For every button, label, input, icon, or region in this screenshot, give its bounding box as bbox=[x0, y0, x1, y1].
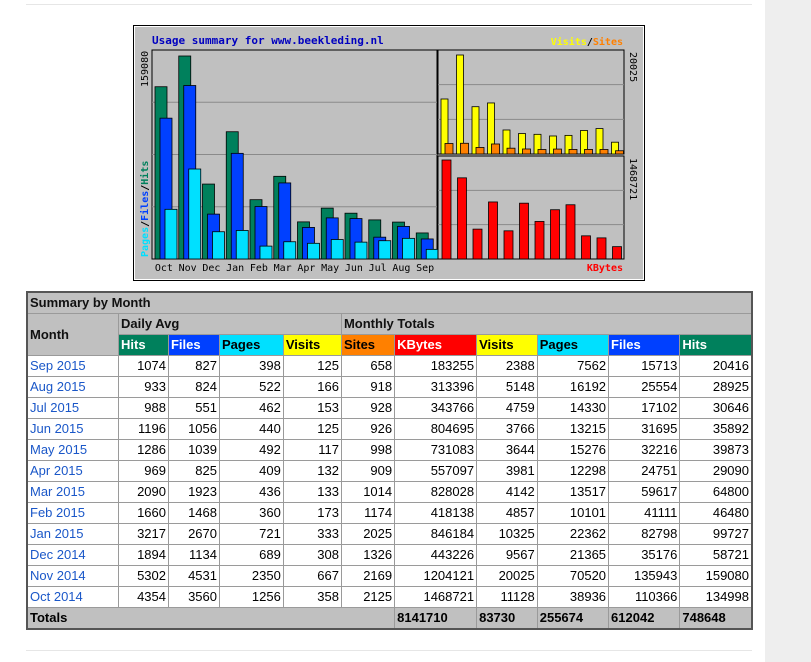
left-axis-label bbox=[139, 161, 151, 257]
bar-kbytes bbox=[473, 229, 482, 259]
table-cell: 4142 bbox=[477, 482, 538, 503]
table-cell: 35892 bbox=[680, 419, 752, 440]
bottom-divider bbox=[26, 650, 752, 651]
table-cell: 2350 bbox=[220, 566, 284, 587]
monthly-totals-header: Monthly Totals bbox=[341, 314, 752, 335]
table-cell: 153 bbox=[283, 398, 341, 419]
monthly-visits-header: Visits bbox=[477, 335, 538, 356]
bar-kbytes bbox=[520, 203, 529, 259]
table-cell: 969 bbox=[119, 461, 169, 482]
table-row bbox=[27, 461, 752, 482]
usage-chart bbox=[133, 25, 645, 281]
table-cell: 551 bbox=[168, 398, 219, 419]
table-cell: 59617 bbox=[609, 482, 680, 503]
table-cell: 1894 bbox=[119, 545, 169, 566]
bar-kbytes bbox=[442, 160, 451, 259]
table-cell: 24751 bbox=[609, 461, 680, 482]
table-cell: 173 bbox=[283, 503, 341, 524]
bar-pages bbox=[331, 240, 343, 259]
summary-table bbox=[26, 291, 753, 630]
table-cell: 13215 bbox=[537, 419, 608, 440]
x-tick-label: Oct bbox=[154, 263, 173, 274]
table-cell: 7562 bbox=[537, 356, 608, 377]
table-cell: 827 bbox=[168, 356, 219, 377]
table-cell: 35176 bbox=[609, 545, 680, 566]
top-right-ymax-label: 20025 bbox=[627, 52, 638, 83]
bar-pages bbox=[189, 169, 201, 259]
table-cell: 82798 bbox=[609, 524, 680, 545]
month-link[interactable]: Oct 2014 bbox=[27, 587, 119, 608]
bar-sites bbox=[492, 144, 500, 154]
bar-pages bbox=[213, 232, 225, 259]
bar-pages bbox=[165, 209, 177, 259]
table-cell: 132 bbox=[283, 461, 341, 482]
bar-visits bbox=[457, 55, 464, 154]
table-row bbox=[27, 419, 752, 440]
x-tick-label: May bbox=[321, 263, 340, 274]
table-cell: 1286 bbox=[119, 440, 169, 461]
table-cell: 14330 bbox=[537, 398, 608, 419]
table-cell: 110366 bbox=[609, 587, 680, 608]
bar-kbytes bbox=[489, 202, 498, 259]
table-cell: 117 bbox=[283, 440, 341, 461]
table-cell: 3217 bbox=[119, 524, 169, 545]
bar-pages bbox=[355, 242, 367, 259]
month-link[interactable]: Aug 2015 bbox=[27, 377, 119, 398]
table-cell: 125 bbox=[283, 419, 341, 440]
table-cell: 1468 bbox=[168, 503, 219, 524]
table-cell: 1204121 bbox=[395, 566, 477, 587]
x-tick-label: Jun bbox=[344, 263, 363, 274]
table-cell: 418138 bbox=[395, 503, 477, 524]
table-cell: 2670 bbox=[168, 524, 219, 545]
x-tick-label: Dec bbox=[202, 263, 221, 274]
table-cell: 3560 bbox=[168, 587, 219, 608]
table-cell: 1923 bbox=[168, 482, 219, 503]
bar-sites bbox=[476, 147, 484, 154]
table-cell: 3766 bbox=[477, 419, 538, 440]
totals-label: Totals bbox=[27, 608, 395, 630]
bar-pages bbox=[308, 243, 320, 259]
table-title: Summary by Month bbox=[27, 292, 752, 314]
table-cell: 933 bbox=[119, 377, 169, 398]
table-cell: 20025 bbox=[477, 566, 538, 587]
daily-hits-header: Hits bbox=[119, 335, 169, 356]
x-tick-label: Nov bbox=[178, 263, 197, 274]
month-link[interactable]: Nov 2014 bbox=[27, 566, 119, 587]
x-tick-label: Apr bbox=[297, 263, 316, 274]
table-cell: 436 bbox=[220, 482, 284, 503]
table-cell: 2090 bbox=[119, 482, 169, 503]
table-cell: 926 bbox=[341, 419, 394, 440]
bar-kbytes bbox=[566, 205, 575, 259]
table-cell: 20416 bbox=[680, 356, 752, 377]
month-link[interactable]: May 2015 bbox=[27, 440, 119, 461]
daily-visits-header: Visits bbox=[283, 335, 341, 356]
table-cell: 667 bbox=[283, 566, 341, 587]
month-header: Month bbox=[27, 314, 119, 356]
bar-visits bbox=[472, 107, 479, 154]
month-link[interactable]: Apr 2015 bbox=[27, 461, 119, 482]
table-cell: 1660 bbox=[119, 503, 169, 524]
table-cell: 557097 bbox=[395, 461, 477, 482]
x-tick-label: Jan bbox=[226, 263, 245, 274]
table-cell: 99727 bbox=[680, 524, 752, 545]
table-cell: 988 bbox=[119, 398, 169, 419]
table-cell: 183255 bbox=[395, 356, 477, 377]
table-row bbox=[27, 356, 752, 377]
table-row bbox=[27, 545, 752, 566]
table-cell: 721 bbox=[220, 524, 284, 545]
table-cell: 804695 bbox=[395, 419, 477, 440]
daily-files-header: Files bbox=[168, 335, 219, 356]
table-row bbox=[27, 503, 752, 524]
table-cell: 918 bbox=[341, 377, 394, 398]
month-link[interactable]: Feb 2015 bbox=[27, 503, 119, 524]
top-right-legend bbox=[551, 36, 623, 48]
table-cell: 133 bbox=[283, 482, 341, 503]
bar-sites bbox=[507, 148, 515, 154]
bottom-right-panel bbox=[438, 156, 624, 259]
table-cell: 5148 bbox=[477, 377, 538, 398]
table-cell: 308 bbox=[283, 545, 341, 566]
table-cell: 1174 bbox=[341, 503, 394, 524]
month-link[interactable]: Dec 2014 bbox=[27, 545, 119, 566]
table-cell: 998 bbox=[341, 440, 394, 461]
bar-sites bbox=[445, 143, 453, 154]
axis-label-files: Files bbox=[140, 190, 151, 221]
table-cell: 824 bbox=[168, 377, 219, 398]
table-cell: 31695 bbox=[609, 419, 680, 440]
table-cell: 398 bbox=[220, 356, 284, 377]
totals-visits: 83730 bbox=[477, 608, 538, 630]
axis-label-pages: Pages bbox=[140, 226, 151, 257]
top-divider bbox=[26, 4, 752, 5]
bar-sites bbox=[616, 151, 624, 154]
table-cell: 2169 bbox=[341, 566, 394, 587]
table-cell: 4531 bbox=[168, 566, 219, 587]
axis-label-separator: / bbox=[140, 220, 151, 227]
bar-pages bbox=[403, 238, 415, 259]
table-cell: 5302 bbox=[119, 566, 169, 587]
bottom-right-ymax-label: 1468721 bbox=[627, 158, 638, 201]
monthly-kbytes-header: KBytes bbox=[395, 335, 477, 356]
table-cell: 825 bbox=[168, 461, 219, 482]
legend-separator: / bbox=[586, 37, 593, 48]
legend-visits: Visits bbox=[550, 37, 587, 48]
table-cell: 2125 bbox=[341, 587, 394, 608]
table-cell: 522 bbox=[220, 377, 284, 398]
table-cell: 828028 bbox=[395, 482, 477, 503]
totals-kbytes: 8141710 bbox=[395, 608, 477, 630]
table-cell: 731083 bbox=[395, 440, 477, 461]
daily-avg-header: Daily Avg bbox=[119, 314, 342, 335]
table-cell: 658 bbox=[341, 356, 394, 377]
bar-kbytes bbox=[613, 247, 622, 259]
table-cell: 17102 bbox=[609, 398, 680, 419]
table-cell: 21365 bbox=[537, 545, 608, 566]
left-panel bbox=[152, 50, 438, 259]
daily-pages-header: Pages bbox=[220, 335, 284, 356]
bar-kbytes bbox=[458, 178, 467, 259]
table-row bbox=[27, 524, 752, 545]
table-cell: 166 bbox=[283, 377, 341, 398]
table-cell: 58721 bbox=[680, 545, 752, 566]
totals-pages: 255674 bbox=[537, 608, 608, 630]
table-cell: 343766 bbox=[395, 398, 477, 419]
bar-pages bbox=[284, 242, 296, 259]
table-cell: 2025 bbox=[341, 524, 394, 545]
left-ymax-label: 159080 bbox=[140, 50, 151, 87]
table-cell: 1256 bbox=[220, 587, 284, 608]
table-cell: 1014 bbox=[341, 482, 394, 503]
table-body bbox=[27, 356, 752, 608]
usage-chart-svg bbox=[133, 25, 645, 281]
kbytes-legend: KBytes bbox=[586, 263, 623, 274]
table-cell: 25554 bbox=[609, 377, 680, 398]
x-tick-label: Aug bbox=[392, 263, 411, 274]
bar-kbytes bbox=[551, 210, 560, 259]
month-link[interactable]: Sep 2015 bbox=[27, 356, 119, 377]
table-cell: 13517 bbox=[537, 482, 608, 503]
month-link[interactable]: Jun 2015 bbox=[27, 419, 119, 440]
table-cell: 41111 bbox=[609, 503, 680, 524]
table-cell: 134998 bbox=[680, 587, 752, 608]
x-tick-label: Jul bbox=[368, 263, 387, 274]
totals-files: 612042 bbox=[609, 608, 680, 630]
table-cell: 358 bbox=[283, 587, 341, 608]
bar-pages bbox=[260, 246, 272, 259]
table-cell: 1039 bbox=[168, 440, 219, 461]
table-cell: 3981 bbox=[477, 461, 538, 482]
table-cell: 16192 bbox=[537, 377, 608, 398]
table-cell: 64800 bbox=[680, 482, 752, 503]
table-cell: 440 bbox=[220, 419, 284, 440]
x-tick-label: Feb bbox=[249, 263, 268, 274]
table-cell: 1468721 bbox=[395, 587, 477, 608]
bar-sites bbox=[523, 149, 531, 154]
bar-pages bbox=[236, 230, 248, 259]
month-link[interactable]: Jan 2015 bbox=[27, 524, 119, 545]
table-cell: 10325 bbox=[477, 524, 538, 545]
table-cell: 11128 bbox=[477, 587, 538, 608]
bar-sites bbox=[585, 149, 593, 154]
table-cell: 15713 bbox=[609, 356, 680, 377]
monthly-hits-header: Hits bbox=[680, 335, 752, 356]
table-cell: 360 bbox=[220, 503, 284, 524]
table-cell: 9567 bbox=[477, 545, 538, 566]
bar-kbytes bbox=[582, 236, 591, 259]
axis-label-separator: / bbox=[140, 184, 151, 191]
table-cell: 22362 bbox=[537, 524, 608, 545]
table-cell: 28925 bbox=[680, 377, 752, 398]
table-cell: 29090 bbox=[680, 461, 752, 482]
table-cell: 30646 bbox=[680, 398, 752, 419]
table-cell: 1326 bbox=[341, 545, 394, 566]
month-link[interactable]: Jul 2015 bbox=[27, 398, 119, 419]
table-cell: 2388 bbox=[477, 356, 538, 377]
axis-label-hits: Hits bbox=[140, 160, 151, 185]
table-cell: 462 bbox=[220, 398, 284, 419]
table-cell: 1074 bbox=[119, 356, 169, 377]
table-row bbox=[27, 482, 752, 503]
table-cell: 1196 bbox=[119, 419, 169, 440]
table-cell: 10101 bbox=[537, 503, 608, 524]
table-cell: 313396 bbox=[395, 377, 477, 398]
table-cell: 443226 bbox=[395, 545, 477, 566]
table-cell: 32216 bbox=[609, 440, 680, 461]
bar-kbytes bbox=[535, 221, 544, 259]
table-cell: 409 bbox=[220, 461, 284, 482]
bar-sites bbox=[554, 149, 562, 154]
table-cell: 4759 bbox=[477, 398, 538, 419]
x-tick-label: Mar bbox=[273, 263, 292, 274]
bar-kbytes bbox=[597, 238, 606, 259]
bar-sites bbox=[600, 149, 608, 154]
monthly-files-header: Files bbox=[609, 335, 680, 356]
table-cell: 46480 bbox=[680, 503, 752, 524]
table-row bbox=[27, 377, 752, 398]
bar-sites bbox=[538, 150, 546, 154]
bar-pages bbox=[379, 241, 391, 259]
table-cell: 70520 bbox=[537, 566, 608, 587]
table-cell: 1056 bbox=[168, 419, 219, 440]
table-row bbox=[27, 398, 752, 419]
table-cell: 689 bbox=[220, 545, 284, 566]
table-cell: 39873 bbox=[680, 440, 752, 461]
legend-sites: Sites bbox=[592, 37, 623, 48]
month-link[interactable]: Mar 2015 bbox=[27, 482, 119, 503]
table-cell: 4354 bbox=[119, 587, 169, 608]
table-cell: 928 bbox=[341, 398, 394, 419]
bar-sites bbox=[461, 143, 469, 154]
table-cell: 38936 bbox=[537, 587, 608, 608]
table-cell: 15276 bbox=[537, 440, 608, 461]
table-row bbox=[27, 440, 752, 461]
table-cell: 1134 bbox=[168, 545, 219, 566]
table-cell: 909 bbox=[341, 461, 394, 482]
table-cell: 846184 bbox=[395, 524, 477, 545]
table-cell: 135943 bbox=[609, 566, 680, 587]
monthly-pages-header: Pages bbox=[537, 335, 608, 356]
totals-hits: 748648 bbox=[680, 608, 752, 630]
table-cell: 492 bbox=[220, 440, 284, 461]
monthly-sites-header: Sites bbox=[341, 335, 394, 356]
table-cell: 159080 bbox=[680, 566, 752, 587]
table-cell: 4857 bbox=[477, 503, 538, 524]
top-right-panel bbox=[438, 50, 624, 154]
bar-sites bbox=[569, 149, 577, 154]
table-cell: 333 bbox=[283, 524, 341, 545]
chart-title: Usage summary for www.beekleding.nl bbox=[152, 34, 384, 47]
table-row bbox=[27, 587, 752, 608]
table-cell: 125 bbox=[283, 356, 341, 377]
bar-kbytes bbox=[504, 231, 513, 259]
bar-pages bbox=[426, 249, 438, 259]
table-row bbox=[27, 566, 752, 587]
table-cell: 12298 bbox=[537, 461, 608, 482]
x-tick-label: Sep bbox=[416, 263, 435, 274]
table-cell: 3644 bbox=[477, 440, 538, 461]
